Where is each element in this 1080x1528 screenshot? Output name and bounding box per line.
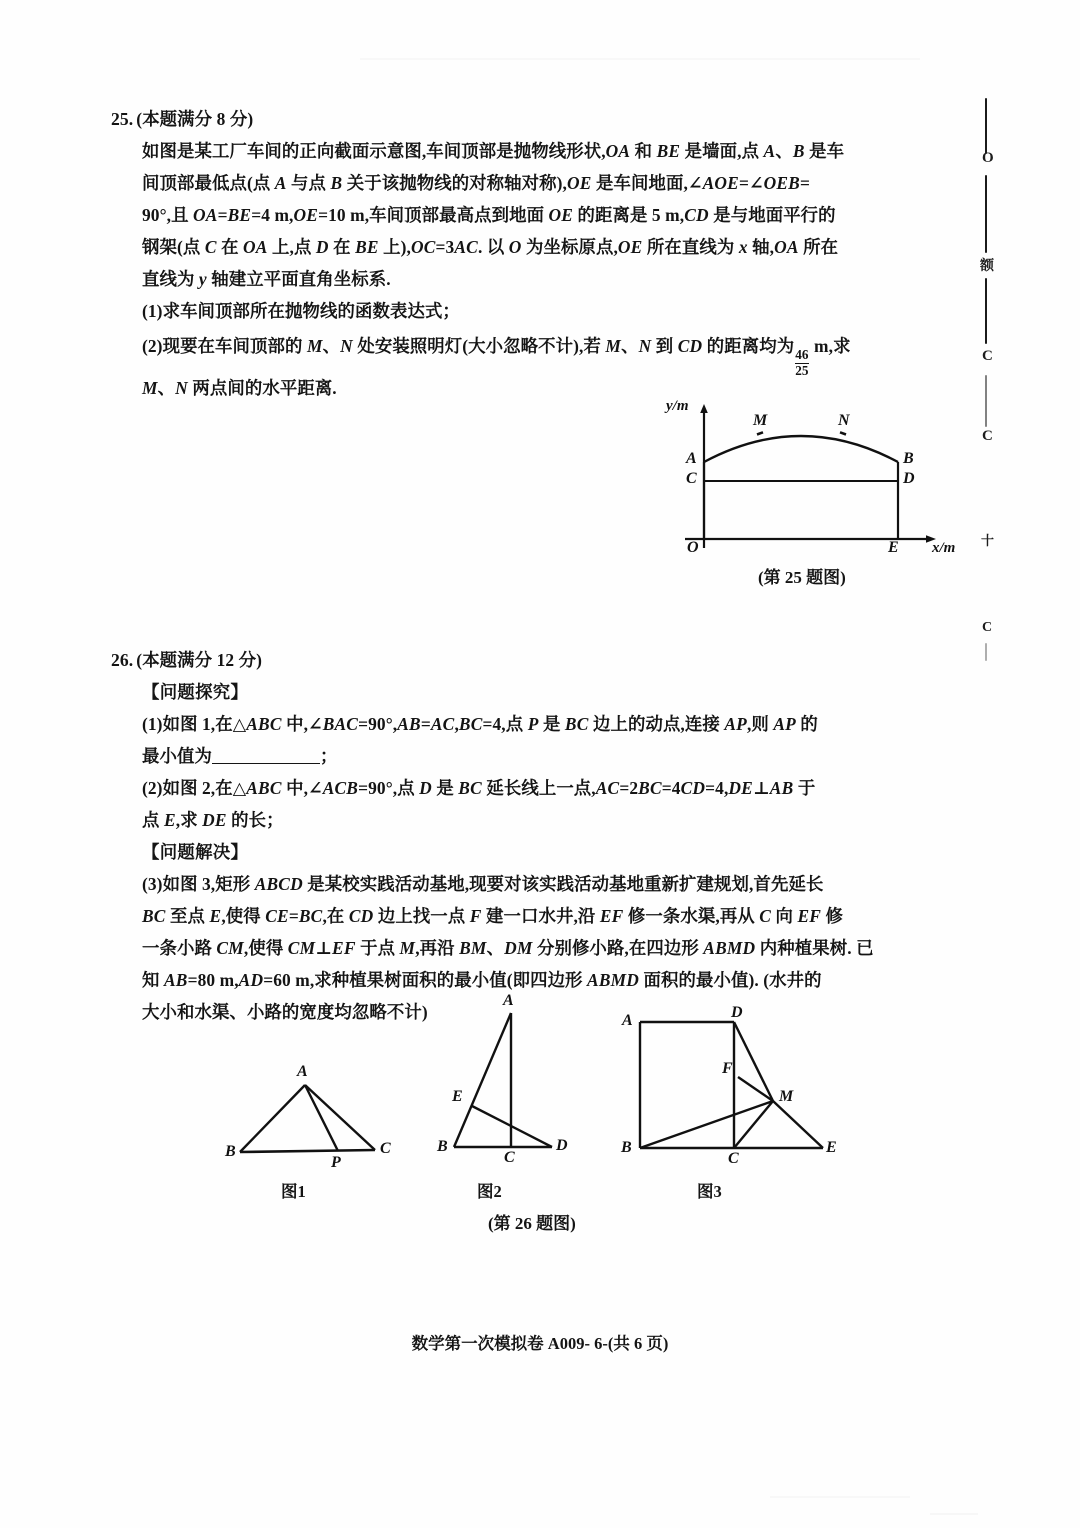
fraction-denominator: 25	[795, 362, 809, 378]
q25-l3-cd: CD	[684, 205, 709, 225]
q26-p3l2-j: 边上找一点	[373, 906, 470, 926]
q26-p3l4-g: 面积的最小值). (水井的	[639, 970, 822, 990]
q25-l4-oe: OE	[617, 237, 643, 257]
q25-l4-be: BE	[355, 237, 379, 257]
q25-l2-i: =∠	[738, 173, 764, 193]
q25-heading	[111, 103, 253, 136]
y-axis-label: y/m	[666, 398, 689, 414]
q26-section-solve	[142, 836, 248, 869]
q25-p2-cd: CD	[677, 336, 703, 356]
q26-p1-i: ,	[454, 714, 459, 734]
q25-p2-dist: 的距离均为	[702, 336, 795, 356]
q26-p2-ac: AC	[595, 778, 620, 798]
q26-p3l2-ef2: EF	[797, 906, 822, 926]
q26-p3l4-abmd: ABMD	[587, 970, 640, 990]
q26-p3l3-cm2: CM	[287, 938, 316, 958]
fig2-segment-ab	[454, 1013, 511, 1147]
fig2-label-c: C	[504, 1149, 515, 1166]
q26-p3l1-c: 是某校实践活动基地,现要对该实践活动基地重新扩建规划,首先延长	[302, 874, 824, 894]
q26-p3l2-h: ,在	[322, 906, 349, 926]
point-n-tick	[840, 432, 846, 434]
q25-p2-dun: 、	[322, 336, 341, 356]
fig3-caption: 图3	[697, 1182, 722, 1201]
gutter-fragment-6: C	[982, 620, 993, 635]
q25-l3-e: =4 m,	[251, 205, 294, 225]
q26-p3l2-cd: CD	[348, 906, 374, 926]
q25-p2-dao: 到	[651, 336, 678, 356]
q26-p3l2-n: 修一条水渠,再从	[623, 906, 760, 926]
q26-p3l3-abmd: ABMD	[703, 938, 756, 958]
gutter-rule-3	[985, 278, 987, 344]
q25-l4-a: 钢架(点	[142, 237, 205, 257]
q25-points: (本题满分 8 分)	[136, 109, 254, 129]
q25-l3-a: 90°,且	[142, 205, 194, 225]
fig3-label-d: D	[731, 1004, 743, 1021]
fig1-segment-ac	[305, 1085, 375, 1150]
q25-p2-m2: M	[605, 336, 622, 356]
gutter-fragment-3: C	[982, 348, 993, 364]
q25-l2-oeb: OEB	[763, 173, 800, 193]
q25-l2-k: =	[799, 173, 810, 193]
q25-l2-aoe: AOE	[702, 173, 739, 193]
q26-p1-o: 边上的动点,连接	[588, 714, 725, 734]
q26-p1-bc2: BC	[564, 714, 589, 734]
q26-p3l3-m: M	[399, 938, 416, 958]
q25-p2-a: (2)现要在车间顶部的	[142, 336, 307, 356]
q25-part1-text: (1)求车间顶部所在抛物线的函数表达式；	[142, 301, 460, 321]
q26-p1-bc: BC	[458, 714, 483, 734]
q25-l1-dun: 、	[775, 141, 793, 161]
q25-l1-tail: 是车	[804, 141, 845, 161]
q25-p2-m: M	[306, 336, 323, 356]
q25-l4-oa: OA	[243, 237, 268, 257]
q25-p3-m: M	[142, 378, 158, 398]
q26-p3l2-p: 向	[771, 906, 798, 926]
q25-l1-oa: OA	[605, 141, 631, 161]
q25-l3-oe: OE	[293, 205, 319, 225]
q25-l4-tail: 所在	[798, 237, 839, 257]
q26-p3l3-dun: 、	[486, 938, 505, 958]
q26-part1-line2	[142, 740, 337, 773]
q26-p3l4-c: =80 m,	[187, 970, 239, 990]
q26-p1-bac: BAC	[322, 714, 359, 734]
fig2-label-a: A	[503, 992, 514, 1009]
q25-distance-fraction	[795, 348, 808, 378]
q26-p3l2-d: ,使得	[221, 906, 266, 926]
q25-body-line-4	[142, 231, 838, 264]
q25-l2-oe: OE	[566, 173, 592, 193]
q26-part1-line1	[142, 708, 818, 741]
q26-heading2-text: 【问题解决】	[142, 842, 249, 862]
fig2-label-b: B	[437, 1138, 448, 1155]
q25-l1-a: A	[763, 141, 776, 161]
q26-p3l3-a: 一条小路	[142, 938, 217, 958]
q26-p3l2-r: 修	[821, 906, 844, 926]
q26-figure-caption: (第 26 题图)	[488, 1214, 576, 1233]
q26-p3l2-ce: CE	[265, 906, 289, 926]
q26-p2-c: 中,∠	[281, 778, 323, 798]
q26-p3l4-ab: AB	[163, 970, 188, 990]
q26-p2-cd: CD	[680, 778, 706, 798]
q26-figure-2	[435, 992, 595, 1170]
q25-l4-origin: 为坐标原点,	[521, 237, 618, 257]
gutter-fragment-1: O	[982, 150, 994, 166]
q26-p3l3-dm: DM	[504, 938, 533, 958]
q26-p2-m: =4	[661, 778, 681, 798]
gutter-rule-1	[985, 98, 987, 154]
fig1-segment-ba	[240, 1085, 305, 1152]
q25-figure-svg	[660, 398, 960, 568]
q26-p1-c: 中,∠	[281, 714, 323, 734]
q26-p2-bc2: BC	[638, 778, 662, 798]
q26-heading	[111, 644, 262, 677]
fig1-segment-bc	[240, 1150, 375, 1152]
q25-number: 25.	[111, 109, 134, 129]
q26-p1-abc: ABC	[246, 714, 282, 734]
parabola-roof	[704, 436, 898, 462]
q26-part3-line4	[142, 964, 822, 997]
q25-l1-text: 如图是某工厂车间的正向截面示意图,车间顶部是抛物线形状,	[142, 141, 606, 161]
q25-p2-unit: m,求	[809, 336, 851, 356]
q26-p2-o: =4,	[705, 778, 729, 798]
gutter-rule-5	[985, 643, 987, 661]
point-label-d: D	[903, 470, 915, 487]
point-label-o: O	[687, 539, 699, 556]
fig1-svg	[225, 1060, 400, 1170]
q26-p3l2-f: =	[288, 906, 299, 926]
q26-p1-ac: AC	[430, 714, 455, 734]
q26-p3l1-a: (3)如图 3,矩形	[142, 874, 255, 894]
gutter-fragment-5: 十	[981, 533, 995, 548]
q26-heading1-text: 【问题探究】	[142, 682, 249, 702]
q25-l5-y: y	[198, 269, 207, 289]
q26-p3l4-e: =60 m,求种植果树面积的最小值(即四边形	[263, 970, 588, 990]
q25-body-line-3	[142, 199, 836, 232]
fig2-svg	[435, 1000, 595, 1170]
q26-p1-a: (1)如图 1,在△	[142, 714, 247, 734]
q26-p3l2-b: 至点	[165, 906, 210, 926]
gutter-fragment-4: C	[982, 428, 993, 444]
q25-l4-c: C	[204, 237, 217, 257]
q26-p2-e: =90°,点	[358, 778, 420, 798]
point-label-n: N	[838, 412, 850, 429]
q26-p3l1-abcd: ABCD	[254, 874, 303, 894]
q26-p2-s: 于	[793, 778, 816, 798]
q25-l4-yi: . 以	[477, 237, 509, 257]
point-label-m: M	[753, 412, 768, 429]
q25-body-line-2	[142, 167, 810, 200]
q26-p1-g: =	[420, 714, 431, 734]
q25-p3-dun: 、	[157, 378, 176, 398]
q26-p1-ab: AB	[397, 714, 421, 734]
fig3-svg	[618, 1000, 858, 1170]
q26-p3l3-cm: CM	[216, 938, 244, 958]
fig3-label-a: A	[622, 1012, 633, 1029]
fig3-segment-me	[773, 1101, 823, 1148]
fig3-label-c: C	[728, 1150, 739, 1167]
q25-l2-a: 间顶部最低点(点	[142, 173, 275, 193]
fig3-label-m: M	[779, 1088, 794, 1105]
q26-p2-g: 是	[431, 778, 459, 798]
q25-l2-pa: A	[274, 173, 287, 193]
q26-p1-k: =4,点	[482, 714, 528, 734]
scan-edge-bottom-right	[930, 1513, 978, 1515]
answer-blank[interactable]	[212, 749, 320, 764]
q26-part3-line2	[142, 900, 843, 933]
q26-p1-s: 的	[795, 714, 818, 734]
q25-l3-k: 是与地面平行的	[708, 205, 836, 225]
fig2-label-d: D	[556, 1137, 568, 1154]
q25-l4-oc: OC	[410, 237, 436, 257]
q25-l3-g: =10 m,车间顶部最高点到地面	[318, 205, 549, 225]
q26-p3l3-perp: ⊥	[315, 938, 333, 958]
q26-points: (本题满分 12 分)	[136, 650, 263, 670]
q26-p3l2-e: E	[209, 906, 222, 926]
q25-l3-oa: OA	[193, 205, 218, 225]
q25-l1-and: 和	[630, 141, 657, 161]
q25-l2-e: 关于该抛物线的对称轴对称),	[342, 173, 567, 193]
q25-p2-n2: N	[638, 336, 652, 356]
q26-figure-3	[618, 1000, 858, 1170]
q26-p2l2-a: 点	[142, 810, 164, 830]
q25-l2-c: 与点	[286, 173, 331, 193]
q26-p2l2-e: E	[163, 810, 176, 830]
q25-l4-line: 所在直线为	[642, 237, 739, 257]
q26-p3l3-i: ,再沿	[415, 938, 460, 958]
q25-l4-x: x	[738, 237, 748, 257]
q25-l1-b: B	[792, 141, 805, 161]
q26-p2-d: D	[419, 778, 432, 798]
fig3-segment-dm	[734, 1022, 773, 1101]
fig3-label-e: E	[826, 1139, 837, 1156]
fig3-label-f: F	[722, 1060, 733, 1077]
q26-p3l3-c: ,使得	[243, 938, 288, 958]
q26-p2-de: DE	[728, 778, 753, 798]
q25-l4-axis: 轴,	[747, 237, 775, 257]
page-footer: 数学第一次模拟卷 A009- 6-(共 6 页)	[411, 1334, 669, 1353]
q26-p3l5-text: 大小和水渠、小路的宽度均忽略不计)	[142, 1002, 428, 1022]
q26-p2-bc: BC	[458, 778, 482, 798]
q26-p3l2-bc: BC	[142, 906, 166, 926]
fig1-label-c: C	[380, 1140, 391, 1157]
q25-l4-close: 上),	[378, 237, 411, 257]
q25-p2-n: N	[340, 336, 353, 356]
q26-p1-ap2: AP	[773, 714, 796, 734]
q26-p3l2-c2: C	[759, 906, 772, 926]
q25-figure	[660, 398, 960, 568]
q25-l4-o: O	[508, 237, 522, 257]
q25-l4-zai2: 在	[328, 237, 356, 257]
q25-part-1	[142, 295, 460, 328]
y-axis-arrow	[700, 404, 708, 413]
q26-p3l3-o: 内种植果树. 已	[755, 938, 874, 958]
q25-l4-d: D	[315, 237, 329, 257]
q26-p3l2-bc2: BC	[298, 906, 323, 926]
q26-p2l2-de: DE	[202, 810, 227, 830]
point-m-tick	[757, 432, 763, 434]
q26-p1-semicolon: ；	[319, 746, 338, 766]
fig1-label-b: B	[225, 1143, 236, 1160]
q25-l2-pb: B	[330, 173, 343, 193]
q26-section-explore	[142, 676, 248, 709]
q26-p2-k: =2	[619, 778, 639, 798]
fraction-numerator: 46	[795, 347, 809, 363]
q25-figure-caption: (第 25 题图)	[758, 568, 846, 587]
q26-p1-e: =90°,	[358, 714, 398, 734]
q26-p1-ap: AP	[724, 714, 747, 734]
q26-p2l2-e2: 的长；	[226, 810, 284, 830]
q26-p3l3-bm: BM	[459, 938, 487, 958]
gutter-rule-4	[985, 375, 987, 427]
gutter-rule-2	[985, 175, 987, 253]
q25-l3-be: BE	[227, 205, 252, 225]
q26-p2-a: (2)如图 2,在△	[142, 778, 247, 798]
q25-body-line-1	[142, 135, 844, 168]
q26-p2-perp: ⊥	[752, 778, 770, 798]
q26-p3l2-ef: EF	[599, 906, 624, 926]
q26-part3-line5	[142, 996, 428, 1029]
scan-edge-bottom	[770, 1496, 910, 1498]
q25-l4-shang: 上,点	[267, 237, 316, 257]
q25-part-2-cont	[142, 372, 337, 405]
q26-p3l4-ad: AD	[238, 970, 264, 990]
q26-p3l3-ef: EF	[332, 938, 356, 958]
q26-part3-line3	[142, 932, 874, 965]
q25-p2-dun2: 、	[621, 336, 639, 356]
q26-part3-line1	[142, 868, 823, 901]
point-label-c: C	[686, 470, 697, 487]
q25-l5-c: 轴建立平面直角坐标系.	[206, 269, 391, 289]
q25-l5-a: 直线为	[142, 269, 199, 289]
x-axis-label: x/m	[932, 540, 956, 556]
q25-l2-g: 是车间地面,∠	[591, 173, 703, 193]
q25-l1-wall: 是墙面,点	[680, 141, 764, 161]
q25-l4-oa2: OA	[774, 237, 799, 257]
q25-l1-be: BE	[656, 141, 681, 161]
q25-l3-c: =	[217, 205, 228, 225]
q26-p3l2-l: 建一口水井,沿	[481, 906, 600, 926]
scan-edge-top	[360, 58, 920, 60]
q26-p1-min: 最小值为	[142, 746, 212, 766]
q25-p3-tail: 两点间的水平距离.	[187, 378, 337, 398]
fig2-label-e: E	[452, 1088, 463, 1105]
point-label-b: B	[903, 450, 914, 467]
q26-part2-line1	[142, 772, 815, 805]
q26-p1-m: 是	[538, 714, 565, 734]
fig1-label-a: A	[297, 1063, 308, 1080]
q26-p3l3-m2: 分别修小路,在四边形	[532, 938, 704, 958]
q26-part2-line2	[142, 804, 284, 837]
q25-l4-eq3: =3	[435, 237, 455, 257]
q26-p1-p: P	[527, 714, 539, 734]
q26-p3l3-g: 于点	[355, 938, 400, 958]
fig1-segment-ap	[305, 1085, 338, 1151]
q26-p3l2-f2: F	[469, 906, 482, 926]
q25-body-line-5	[142, 263, 391, 296]
q26-p2-acb: ACB	[322, 778, 359, 798]
fig1-label-p: P	[331, 1154, 341, 1171]
gutter-fragment-2: 额	[980, 259, 994, 274]
q25-l4-ac: AC	[454, 237, 478, 257]
q26-p2-i: 延长线上一点,	[481, 778, 596, 798]
q26-number: 26.	[111, 650, 134, 670]
q26-p2-abc: ABC	[246, 778, 282, 798]
q25-l3-oe2: OE	[548, 205, 574, 225]
q26-p2-ab: AB	[769, 778, 794, 798]
q25-l3-i: 的距离是 5 m,	[573, 205, 685, 225]
q26-p3l4-a: 知	[142, 970, 164, 990]
point-label-a: A	[686, 450, 697, 467]
q25-part-2	[142, 330, 851, 378]
q26-p1-q: ,则	[746, 714, 774, 734]
fig1-caption: 图1	[281, 1182, 306, 1201]
point-label-e: E	[888, 539, 899, 556]
q25-l4-zai: 在	[216, 237, 244, 257]
fig3-label-b: B	[621, 1139, 632, 1156]
q25-p2-e: 处安装照明灯(大小忽略不计),若	[352, 336, 606, 356]
q26-figure-1	[225, 1060, 400, 1170]
fig2-caption: 图2	[477, 1182, 502, 1201]
q26-p2l2-c: ,求	[175, 810, 203, 830]
q25-p3-n: N	[175, 378, 188, 398]
